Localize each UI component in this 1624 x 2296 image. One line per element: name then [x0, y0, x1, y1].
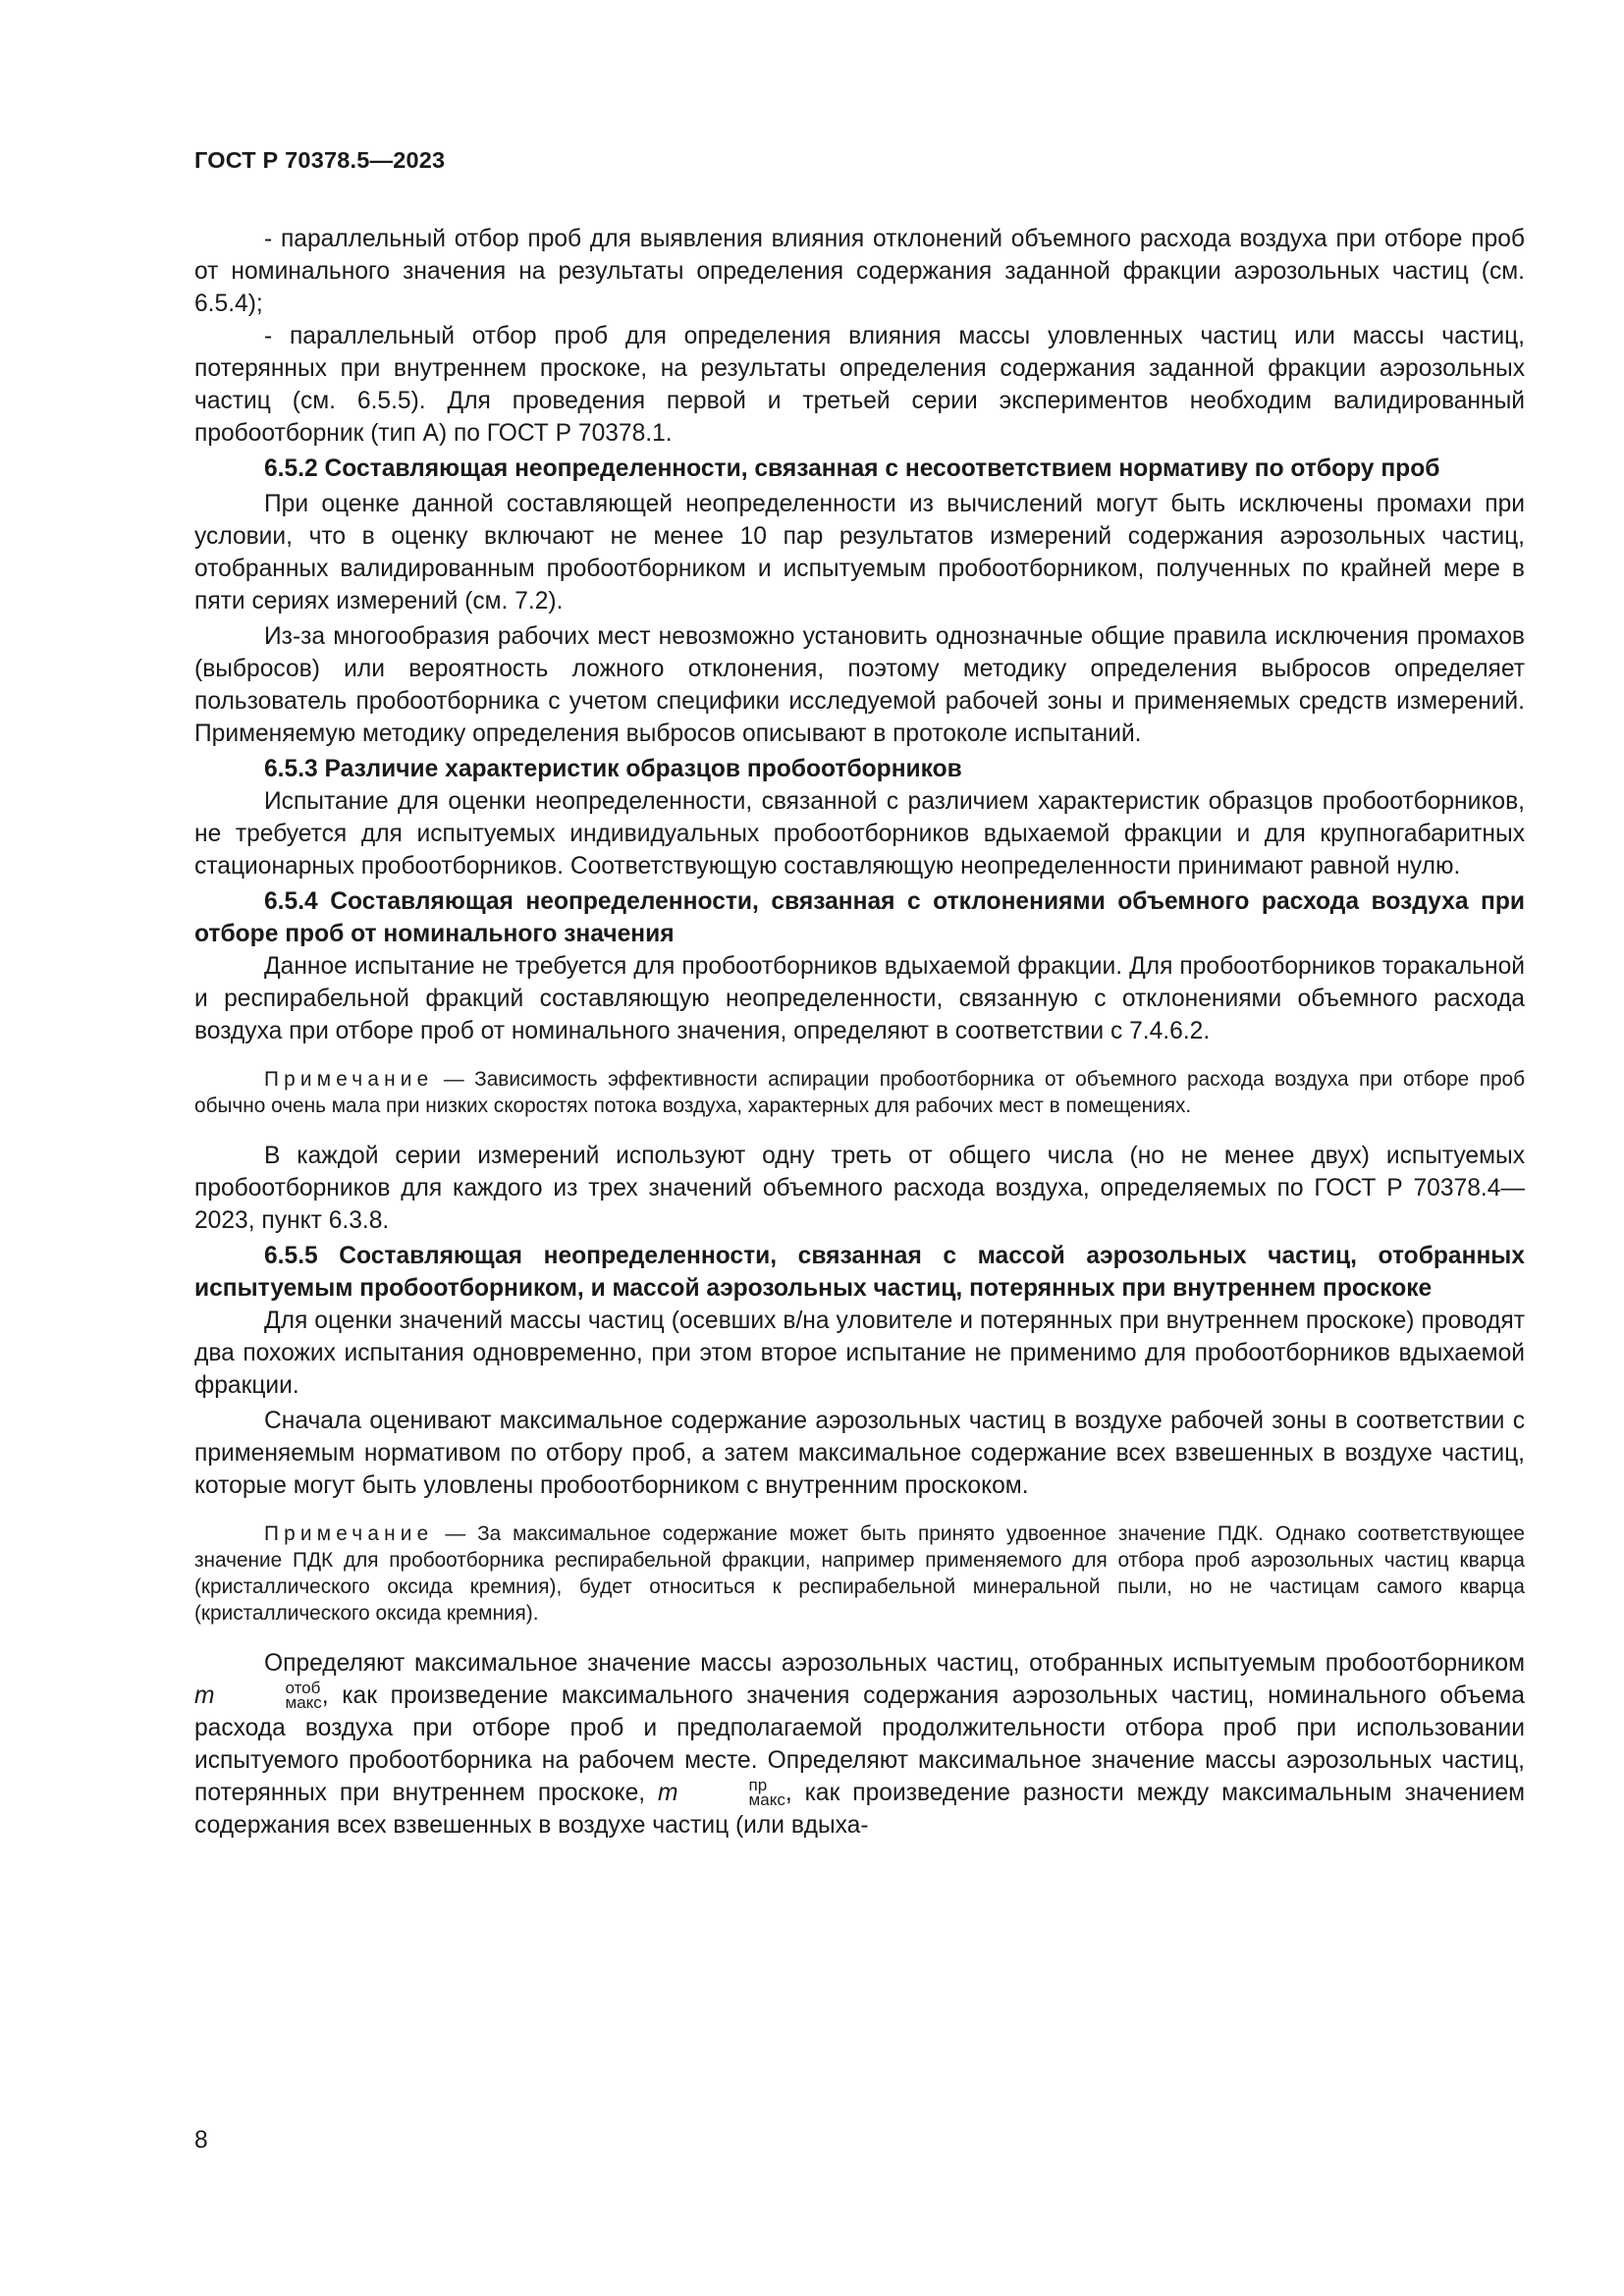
paragraph: Из-за многообразия рабочих мест невозможно установить однозначные общие правила исключения промахов (выбросов) или вероятность ложного отклонения, поэтому методику определения выбросов определяет пользователь пробоотборника с учетом специфики исследуемой рабочей зоны и применяемых средств измерений. Применяемую методику определения выбросов описывают в протоколе испытаний. [194, 623, 1525, 747]
note [194, 1066, 1525, 1119]
note [194, 1521, 1525, 1627]
section-heading-6-5-5: 6.5.5 Составляющая неопределенности, связанная с массой аэрозольных частиц, отобранных испытуемым пробоотборником, и массой аэрозольных частиц, потерянных при внутреннем проскоке [194, 1243, 1525, 1302]
section-heading-6-5-3: 6.5.3 Различие характеристик образцов пробоотборников [264, 756, 962, 782]
paragraph-text: , как произведение разности между максимальным значением содержания всех взвешенных в воздухе частиц (или вдыха- [194, 1780, 1525, 1839]
paragraph: Испытание для оценки неопределенности, связанной с различием характеристик образцов пробоотборников, не требуется для испытуемых индивидуальных пробоотборников вдыхаемой фракции и для крупногабаритных стационарных пробоотборников. Соответствующую составляющую неопределенности принимают равной нулю. [194, 788, 1525, 880]
paragraph-text: , как произведение максимального значения содержания аэрозольных частиц, номинального объема расхода воздуха при отборе проб и предполагаемой продолжительности отбора проб при использовании испытуемого пробоотборника на рабочем месте. Определяют максимальное значение массы аэрозольных частиц, потерянных при внутреннем проскоке, [194, 1682, 1525, 1806]
symbol-m-pr-maks: m пр макс [658, 1775, 785, 1809]
paragraph: Сначала оценивают максимальное содержание аэрозольных частиц в воздухе рабочей зоны в соответствии с применяемым нормативом по отбору проб, а затем максимальное содержание всех взвешенных в воздухе частиц, которые могут быть уловлены пробоотборником с внутренним проскоком. [194, 1408, 1525, 1499]
page-number: 8 [194, 2127, 208, 2154]
paragraph: Данное испытание не требуется для пробоотборников вдыхаемой фракции. Для пробоотборников торакальной и респирабельной фракций составляющую неопределенности, связанную с отклонениями объемного расхода воздуха при отборе проб от номинального значения, определяют в соответствии с 7.4.6.2. [194, 953, 1525, 1044]
note-label: Примечание [264, 1522, 434, 1545]
note-text: — За максимальное содержание может быть принято удвоенное значение ПДК. Однако соответствующее значение ПДК для пробоотборника респирабельной фракции, например применяемого для отбора проб аэрозольных частиц кварца (кристаллического оксида кремния), будет относиться к респирабельной минеральной пыли, но не частицам самого кварца (кристаллического оксида кремния). [194, 1522, 1525, 1625]
paragraph: При оценке данной составляющей неопределенности из вычислений могут быть исключены промахи при условии, что в оценку включают не менее 10 пар результатов измерений содержания аэрозольных частиц, отобранных валидированным пробоотборником и испытуемым пробоотборником, полученных по крайней мере в пяти сериях измерений (см. 7.2). [194, 491, 1525, 614]
document-header: ГОСТ Р 70378.5—2023 [194, 147, 446, 173]
paragraph: Для оценки значений массы частиц (осевших в/на уловителе и потерянных при внутреннем проскоке) проводят два похожих испытания одновременно, при этом второе испытание не применимо для пробоотборников вдыхаемой фракции. [194, 1308, 1525, 1399]
note-label: Примечание [264, 1068, 434, 1091]
note-text: — Зависимость эффективности аспирации пробоотборника от объемного расхода воздуха при отборе проб обычно очень мала при низких скоростях потока воздуха, характерных для рабочих мест в помещениях. [194, 1068, 1525, 1117]
paragraph: - параллельный отбор проб для выявления влияния отклонений объемного расхода воздуха при отборе проб от номинального значения на результаты определения содержания заданной фракции аэрозольных частиц (см. 6.5.4); [194, 226, 1525, 317]
paragraph: В каждой серии измерений используют одну треть от общего числа (но не менее двух) испытуемых пробоотборников для каждого из трех значений объемного расхода воздуха, определяемых по ГОСТ Р 70378.4—2023, пункт 6.3.8. [194, 1143, 1525, 1234]
section-heading-6-5-2: 6.5.2 Составляющая неопределенности, связанная с несоответствием нормативу по отбору проб [264, 455, 1440, 482]
symbol-m-otob-maks: m отоб макс [194, 1678, 322, 1712]
section-heading-6-5-4: 6.5.4 Составляющая неопределенности, связанная с отклонениями объемного расхода воздуха при отборе проб от номинального значения [194, 888, 1525, 947]
paragraph-text: Определяют максимальное значение массы аэрозольных частиц, отобранных испытуемым пробоотборником [264, 1650, 1525, 1677]
document-body [194, 223, 1525, 1842]
paragraph-with-formulas [194, 1647, 1525, 1842]
paragraph: - параллельный отбор проб для определения влияния массы уловленных частиц или массы частиц, потерянных при внутреннем проскоке, на результаты определения содержания заданной фракции аэрозольных частиц (см. 6.5.5). Для проведения первой и третьей серии экспериментов необходим валидированный пробоотборник (тип А) по ГОСТ Р 70378.1. [194, 323, 1525, 447]
